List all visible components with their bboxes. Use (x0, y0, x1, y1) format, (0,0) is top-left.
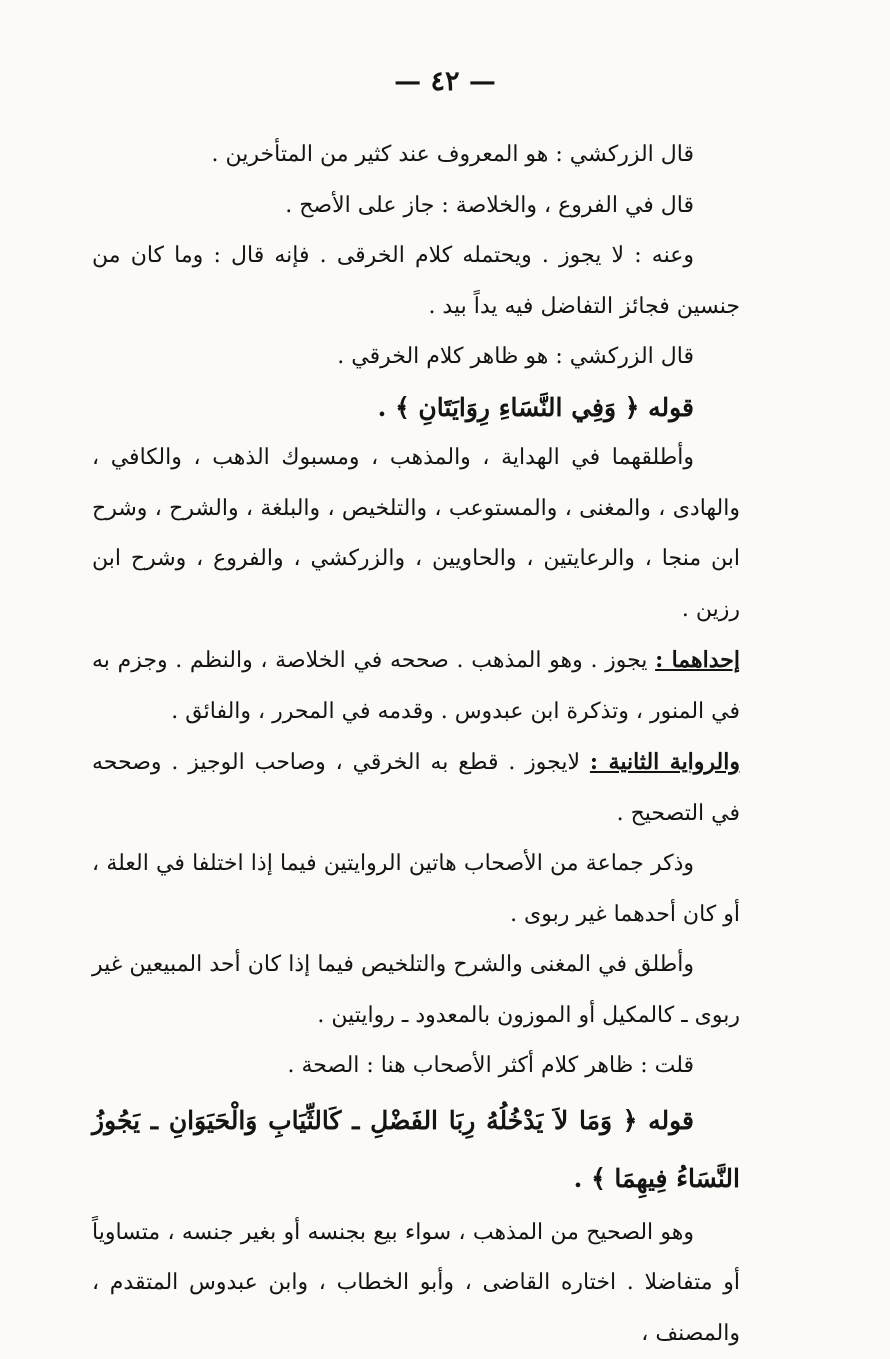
paragraph-7-text: لايجوز . قطع به الخرقي ، وصاحب الوجيز . وصححه في التصحيح . (92, 750, 740, 826)
paragraph-7 (92, 737, 740, 839)
paragraph-10: قلت : ظاهر كلام أكثر الأصحاب هنا : الصحة . (92, 1041, 740, 1092)
page-body (92, 130, 740, 1359)
paragraph-11: وهو الصحيح من المذهب ، سواء بيع بجنسه أو بغير جنسه ، متساوياً أو متفاضلا . اختاره القاضى ، وأبو الخطاب ، وابن عبدوس المتقدم ، والمصنف ، (92, 1208, 740, 1359)
paragraph-8: وذكر جماعة من الأصحاب هاتين الروايتين فيما إذا اختلفا في العلة ، أو كان أحدهما غير ربوى . (92, 839, 740, 940)
paragraph-6 (92, 635, 740, 737)
label-first-narration: إحداهما : (655, 647, 740, 673)
quoted-text-2: قوله ﴿ وَمَا لاَ يَدْخُلُهُ رِبَا الفَضْلِ ـ كَالثِّيَابِ وَالْحَيَوَانِ ـ يَجُوزُ النَّسَاءُ فِيهِمَا ﴾ . (92, 1092, 740, 1208)
paragraph-3: وعنه : لا يجوز . ويحتمله كلام الخرقى . فإنه قال : وما كان من جنسين فجائز التفاضل فيه يداً بيد . (92, 231, 740, 332)
paragraph-1: قال الزركشي : هو المعروف عند كثير من المتأخرين . (92, 130, 740, 181)
paragraph-4: قال الزركشي : هو ظاهر كلام الخرقي . (92, 332, 740, 383)
paragraph-9: وأطلق في المغنى والشرح والتلخيص فيما إذا كان أحد المبيعين غير ربوى ـ كالمكيل أو الموزون بالمعدود ـ روايتين . (92, 940, 740, 1041)
page-number: — ٤٢ — (0, 66, 890, 97)
label-second-narration: والرواية الثانية : (590, 749, 740, 775)
quoted-text-1: قوله ﴿ وَفِي النَّسَاءِ رِوَايَتَانِ ﴾ . (92, 383, 740, 434)
paragraph-6-text: يجوز . وهو المذهب . صححه في الخلاصة ، والنظم . وجزم به في المنور ، وتذكرة ابن عبدوس . وقدمه في المحرر ، والفائق . (92, 648, 740, 724)
paragraph-5: وأطلقهما في الهداية ، والمذهب ، ومسبوك الذهب ، والكافي ، والهادى ، والمغنى ، والمستوعب ، والتلخيص ، والبلغة ، والشرح ، وشرح ابن منجا ، والرعايتين ، والحاويين ، والزركشي ، والفروع ، وشرح ابن رزين . (92, 433, 740, 635)
paragraph-2: قال في الفروع ، والخلاصة : جاز على الأصح . (92, 181, 740, 232)
